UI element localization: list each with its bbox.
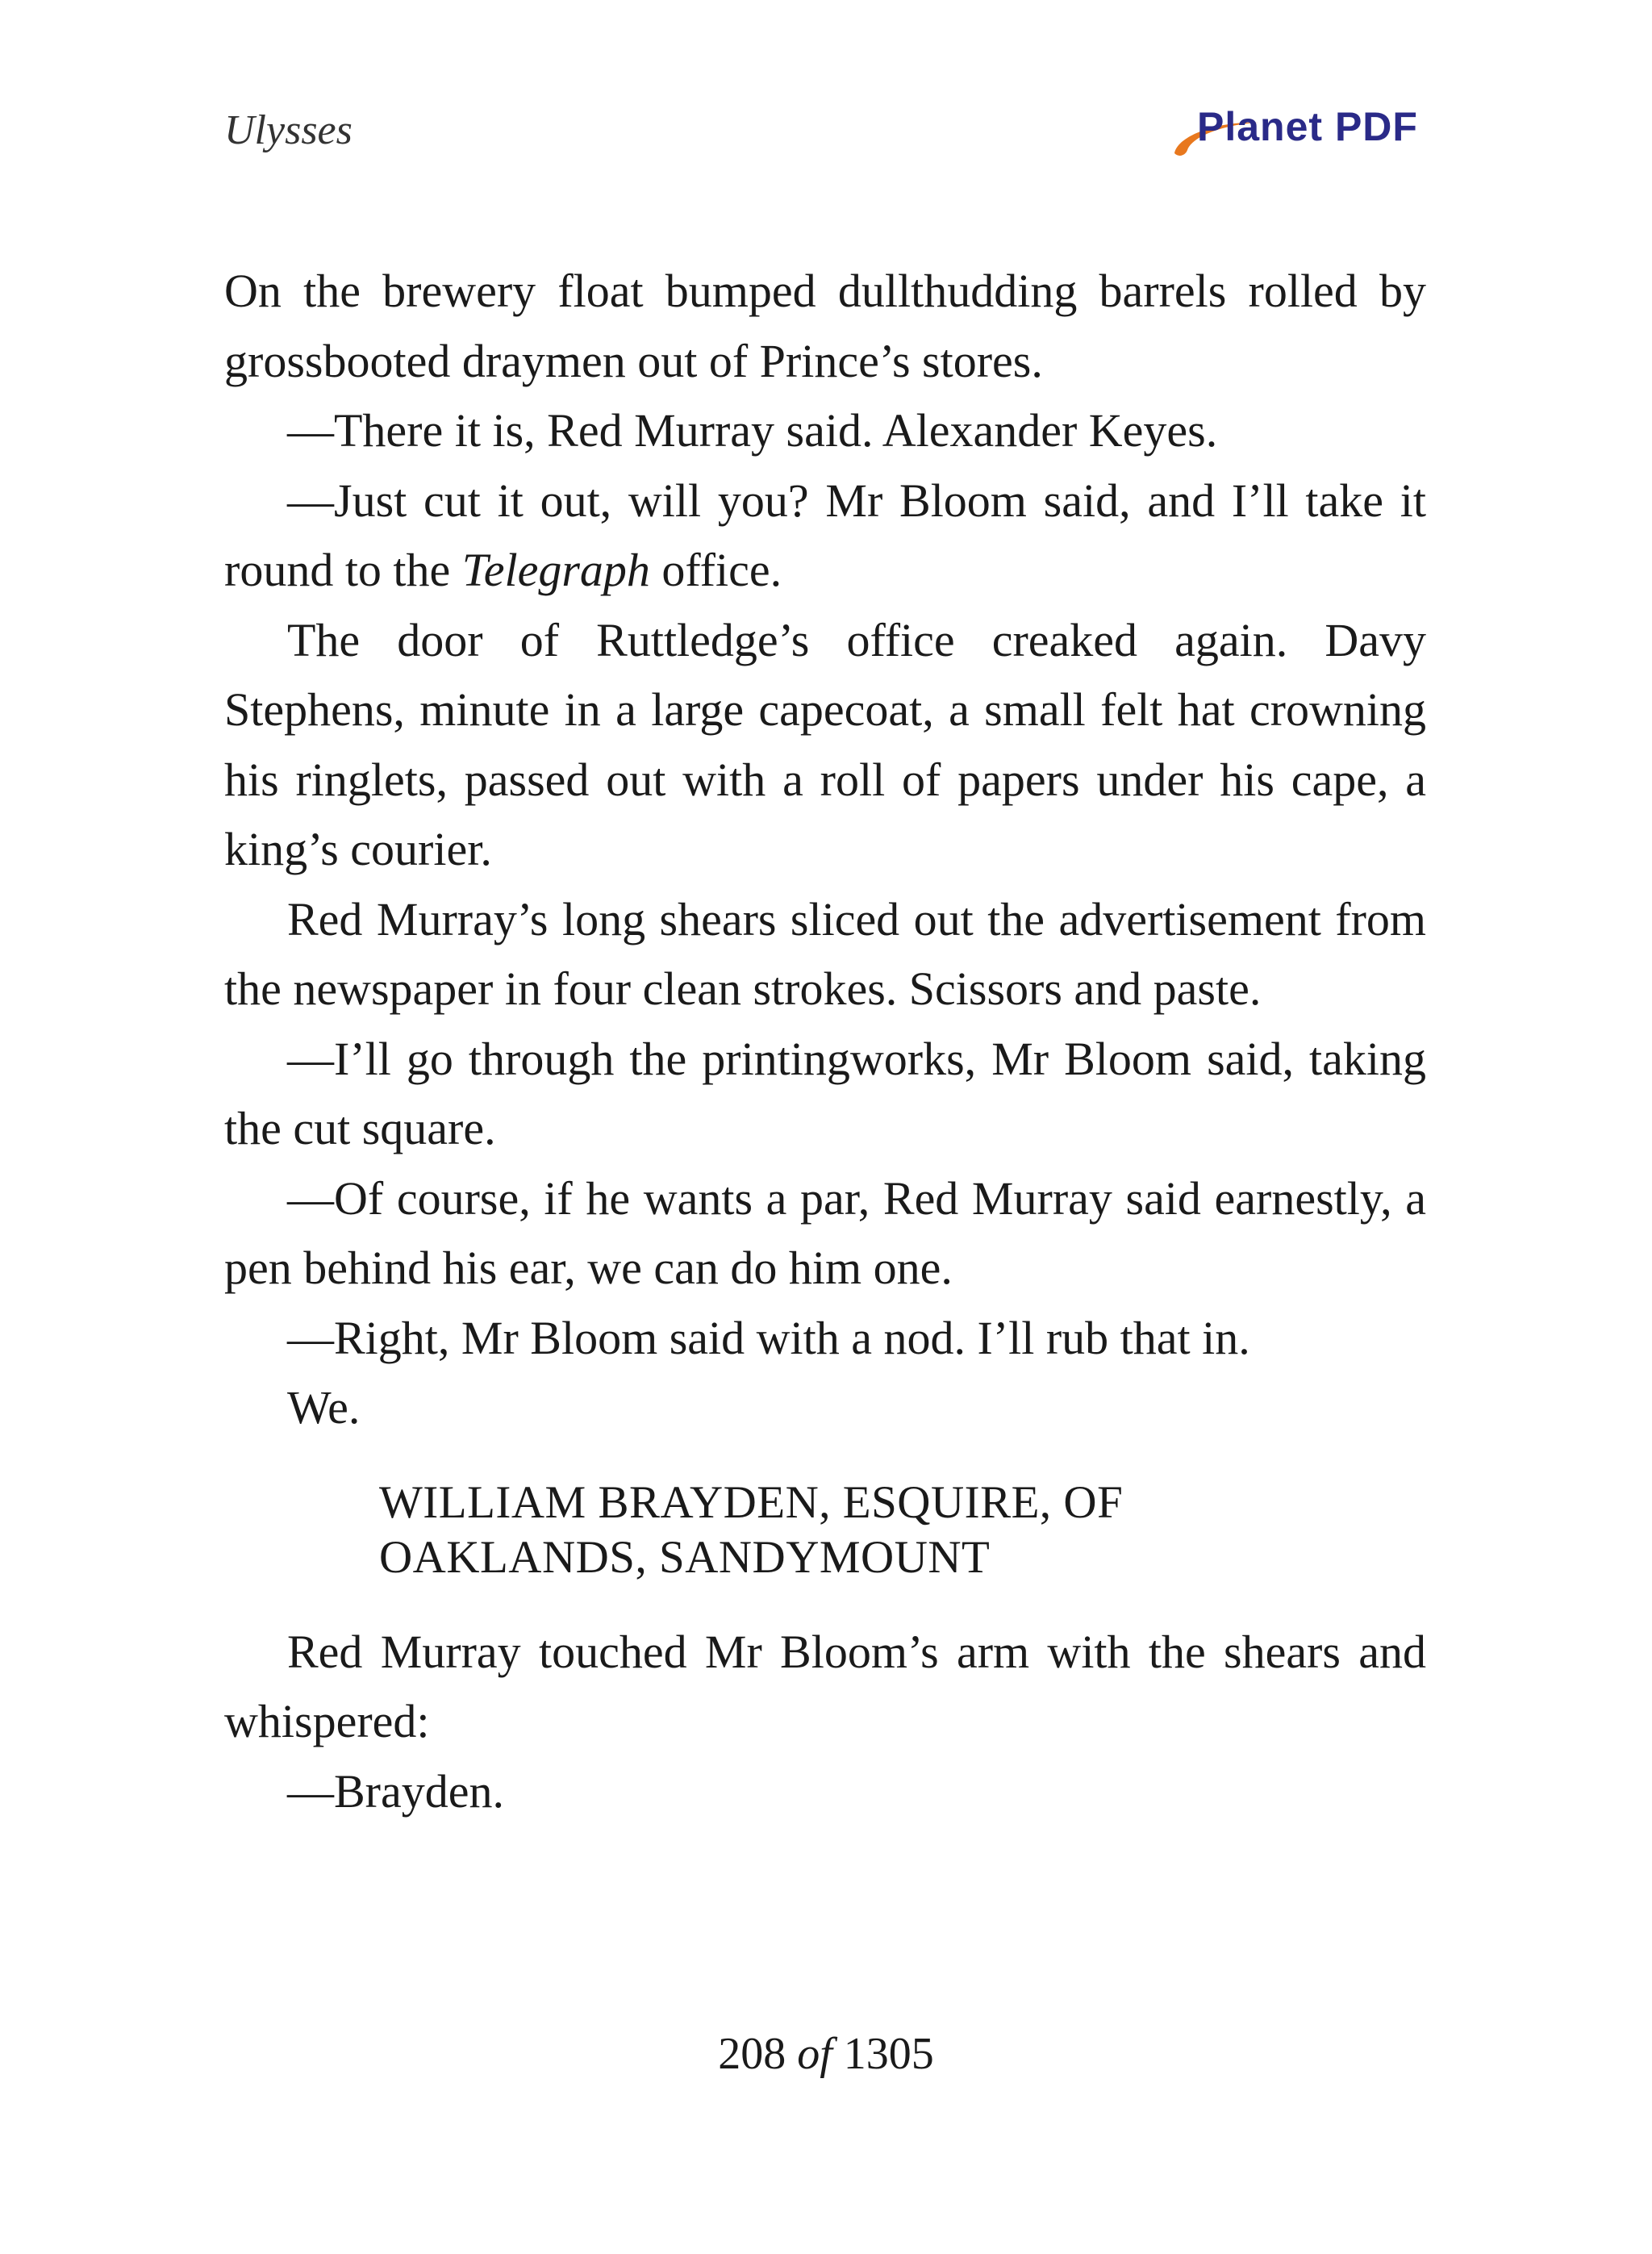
page-body — [224, 257, 1426, 1826]
page-number — [0, 2028, 1652, 2080]
running-title: Ulysses — [224, 107, 353, 153]
paragraph — [224, 466, 1426, 606]
paragraph: —I’ll go through the printingworks, Mr Bloom said, taking the cut square. — [224, 1032, 1426, 1154]
section-heading — [379, 1476, 1426, 1585]
italic-title: Telegraph — [461, 544, 650, 596]
paragraph: The door of Ruttledge’s office creaked again. Davy Stephens, minute in a large capecoat, a small felt hat crowning his ringlets, passed out with a roll of papers under his cape, a king’s courier. — [224, 613, 1426, 875]
paragraph: Red Murray’s long shears sliced out the advertisement from the newspaper in four clean strokes. Scissors and paste. — [224, 892, 1426, 1015]
page-total: 1305 — [843, 2029, 934, 2079]
page-current: 208 — [718, 2029, 786, 2079]
paragraph: We. — [287, 1381, 361, 1434]
logo-text: Planet PDF — [1197, 104, 1418, 149]
paragraph: —Right, Mr Bloom said with a nod. I’ll rub that in. — [287, 1311, 1250, 1364]
paragraph-text: office. — [649, 544, 782, 596]
heading-line: OAKLANDS, SANDYMOUNT — [379, 1531, 991, 1583]
paragraph: —There it is, Red Murray said. Alexander Keyes. — [287, 404, 1218, 457]
heading-line: WILLIAM BRAYDEN, ESQUIRE, OF — [379, 1476, 1124, 1528]
paragraph: —Of course, if he wants a par, Red Murray said earnestly, a pen behind his ear, we can do him one. — [224, 1171, 1426, 1294]
planet-pdf-logo — [1170, 103, 1428, 168]
paragraph: —Brayden. — [287, 1764, 504, 1818]
paragraph-text: —Just cut it out, will you? Mr Bloom said, and I’ll take it round to the — [224, 474, 1426, 596]
paragraph: Red Murray touched Mr Bloom’s arm with the shears and whispered: — [224, 1625, 1426, 1747]
page-separator: of — [797, 2029, 832, 2079]
paragraph: On the brewery float bumped dullthudding barrels rolled by grossbooted draymen out of Prince’s stores. — [224, 265, 1426, 387]
